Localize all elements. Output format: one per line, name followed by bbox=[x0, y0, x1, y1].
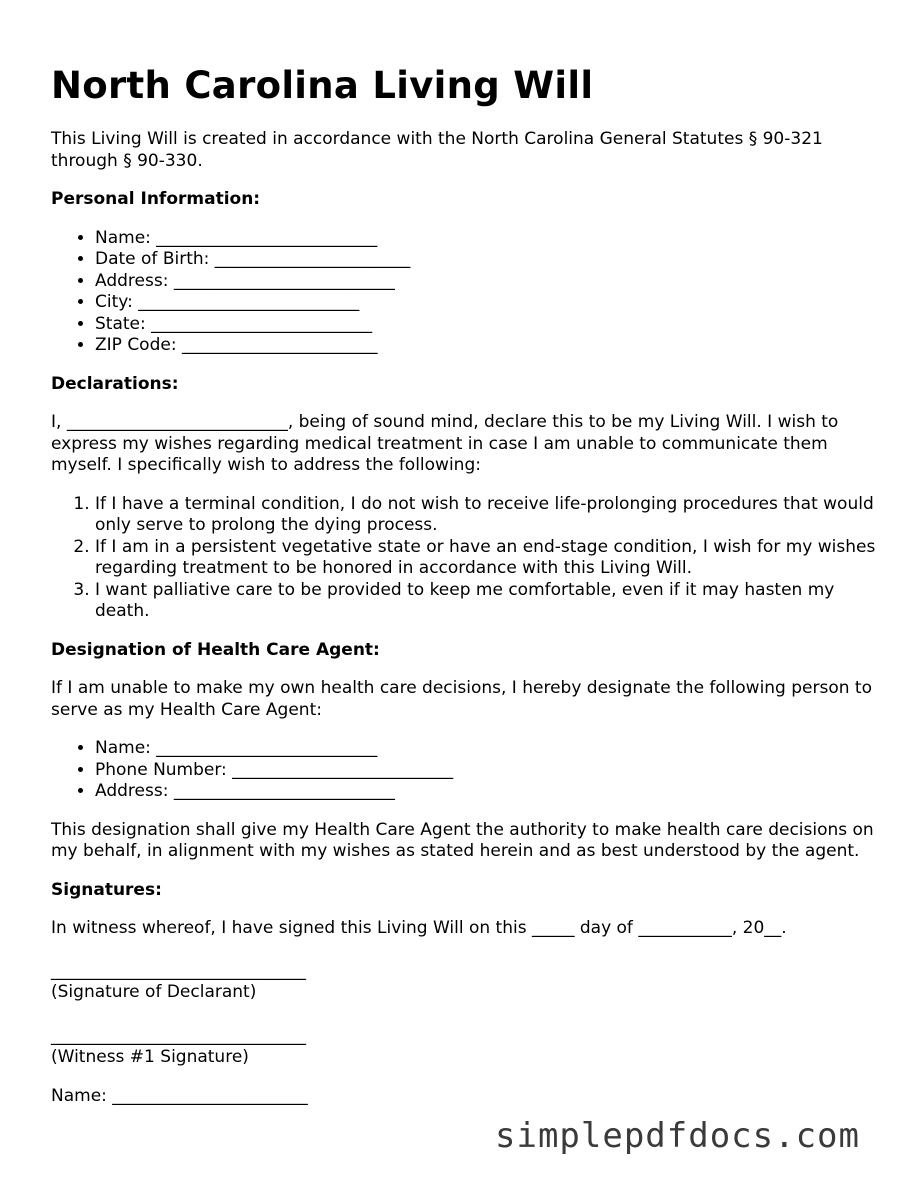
witness1-signature-block bbox=[51, 1026, 881, 1069]
document-page bbox=[51, 60, 881, 1124]
agent-paragraph: If I am unable to make my own health care decisions, I hereby designate the following person to serve as my Health Care Agent: bbox=[51, 678, 872, 720]
list-item: 1. If I have a terminal condition, I do not wish to receive life-prolonging procedures that would only serve to prolong the dying process. bbox=[95, 494, 881, 537]
list-item: • Address: __________________________ bbox=[95, 271, 881, 293]
document-title: North Carolina Living Will bbox=[51, 64, 594, 107]
declarations-list bbox=[51, 494, 881, 623]
agent-list bbox=[51, 738, 881, 803]
witness1-signature-label: (Witness #1 Signature) bbox=[51, 1047, 249, 1067]
witness1-signature-line: ______________________________ bbox=[51, 1025, 306, 1046]
list-item: • Date of Birth: _______________________ bbox=[95, 249, 881, 271]
declarations-paragraph: I, __________________________, being of sound mind, declare this to be my Living Will. I wish to express my wishes regarding medical treatment in case I am unable to communicate them myself. I specifically wish to address the following: bbox=[51, 412, 839, 475]
signatures-heading: Signatures: bbox=[51, 879, 162, 900]
list-item: • City: __________________________ bbox=[95, 292, 881, 314]
intro-paragraph: This Living Will is created in accordance with the North Carolina General Statutes § 90-321 through § 90-330. bbox=[51, 129, 823, 171]
declarations-heading: Declarations: bbox=[51, 373, 179, 394]
personal-info-heading: Personal Information: bbox=[51, 189, 261, 209]
list-item: • Address: __________________________ bbox=[95, 781, 881, 803]
agent-authority-paragraph: This designation shall give my Health Care Agent the authority to make health care decisions on my behalf, in alignment with my wishes as stated herein and as best understood by the agent. bbox=[51, 819, 874, 861]
list-item: • ZIP Code: _______________________ bbox=[95, 335, 881, 357]
declarant-signature-label: (Signature of Declarant) bbox=[51, 982, 257, 1002]
declarant-signature-block bbox=[51, 961, 881, 1004]
witness-name-line: Name: _______________________ bbox=[51, 1085, 308, 1106]
witness-whereof-paragraph: In witness whereof, I have signed this Living Will on this _____ day of ___________, 20__. bbox=[51, 918, 787, 938]
list-item: 2. If I am in a persistent vegetative state or have an end-stage condition, I wish for my wishes regarding treatment to be honored in accordance with this Living Will. bbox=[95, 537, 881, 580]
list-item: • Phone Number: __________________________ bbox=[95, 760, 881, 782]
list-item: • Name: __________________________ bbox=[95, 228, 881, 250]
personal-info-list bbox=[51, 228, 881, 357]
watermark-text: simplepdfdocs.com bbox=[495, 1116, 860, 1156]
declarant-signature-line: ______________________________ bbox=[51, 960, 306, 981]
agent-heading: Designation of Health Care Agent: bbox=[51, 639, 380, 660]
list-item: 3. I want palliative care to be provided to keep me comfortable, even if it may hasten my death. bbox=[95, 580, 881, 623]
list-item: • State: __________________________ bbox=[95, 314, 881, 336]
list-item: • Name: __________________________ bbox=[95, 738, 881, 760]
